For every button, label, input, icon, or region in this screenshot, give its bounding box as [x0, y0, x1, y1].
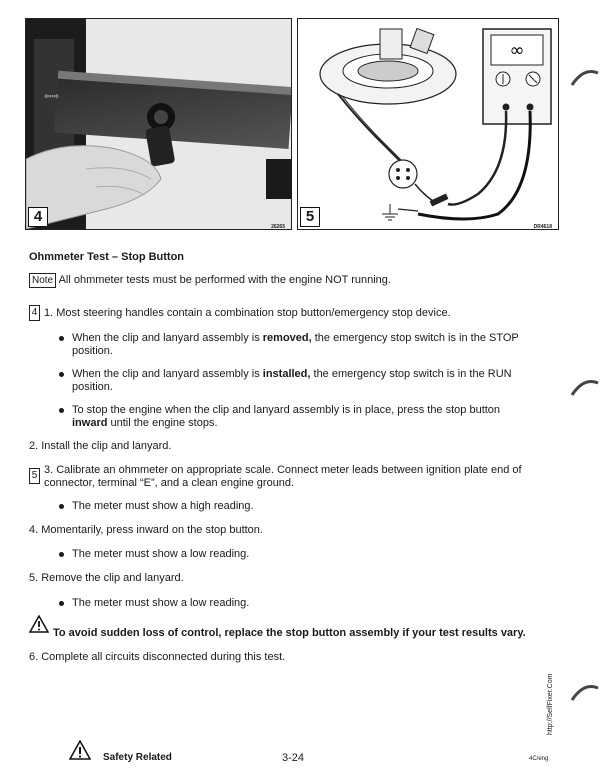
note-text: All ohmmeter tests must be performed with the engine NOT running.	[58, 274, 391, 286]
bullet-stop-engine: To stop the engine when the clip and lanyard assembly is in place, press the stop button inward until the engine stops.	[72, 404, 554, 430]
step-2: 2. Install the clip and lanyard.	[29, 440, 172, 452]
note-line	[29, 273, 391, 288]
binder-ring-mark-top	[570, 65, 600, 90]
step-6: 6. Complete all circuits disconnected during this test.	[29, 651, 286, 663]
manual-code: 4C/eng	[529, 756, 549, 762]
safety-related-label: Safety Related	[103, 752, 172, 763]
binder-ring-mark-bottom	[570, 680, 600, 705]
figure-5-code: DR4618	[533, 224, 552, 230]
figure-5-diagram	[297, 18, 559, 230]
bullet-high-reading: The meter must show a high reading.	[72, 500, 254, 513]
section-title: Ohmmeter Test – Stop Button	[29, 251, 185, 263]
bullet-removed: When the clip and lanyard assembly is removed, the emergency stop switch is in the STOP position.	[72, 332, 552, 358]
figure-4-code: 26265	[271, 224, 285, 230]
site-watermark: http://SelfFixer.Com	[547, 673, 554, 735]
figure-4-photo	[25, 18, 292, 230]
figure-5-number: 5	[300, 207, 320, 227]
bullet-low-reading-1: The meter must show a low reading.	[72, 548, 249, 561]
figure-ref-4: 4	[29, 305, 40, 321]
step-1: 1. Most steering handles contain a combination stop button/emergency stop device.	[44, 307, 451, 319]
step-5: 5. Remove the clip and lanyard.	[29, 572, 184, 584]
step-3-line-1: 3. Calibrate an ohmmeter on appropriate scale. Connect meter leads between ignition plate end of	[44, 464, 522, 476]
step-3-line-2: connector, terminal “E”, and a clean engine ground.	[44, 477, 295, 489]
meter-infinity-symbol: ∞	[509, 40, 525, 61]
figure-4-number: 4	[28, 207, 48, 227]
step-4: 4. Momentarily, press inward on the stop button.	[29, 524, 263, 536]
figure-ref-5: 5	[29, 468, 40, 484]
note-label: Note	[29, 273, 56, 288]
bullet-low-reading-2: The meter must show a low reading.	[72, 597, 249, 610]
svg-text:⇦⇨: ⇦⇨	[44, 92, 60, 102]
page-number: 3-24	[282, 752, 305, 764]
ohmmeter-wiring-diagram	[298, 19, 558, 229]
safety-warning-icon	[69, 740, 91, 760]
bullet-installed: When the clip and lanyard assembly is installed, the emergency stop switch is in the RUN position.	[72, 368, 552, 394]
warning-text: To avoid sudden loss of control, replace the stop button assembly if your test results vary.	[53, 627, 526, 639]
binder-ring-mark-middle	[570, 375, 600, 400]
warning-icon	[29, 615, 49, 633]
stop-button-photo	[26, 19, 291, 229]
